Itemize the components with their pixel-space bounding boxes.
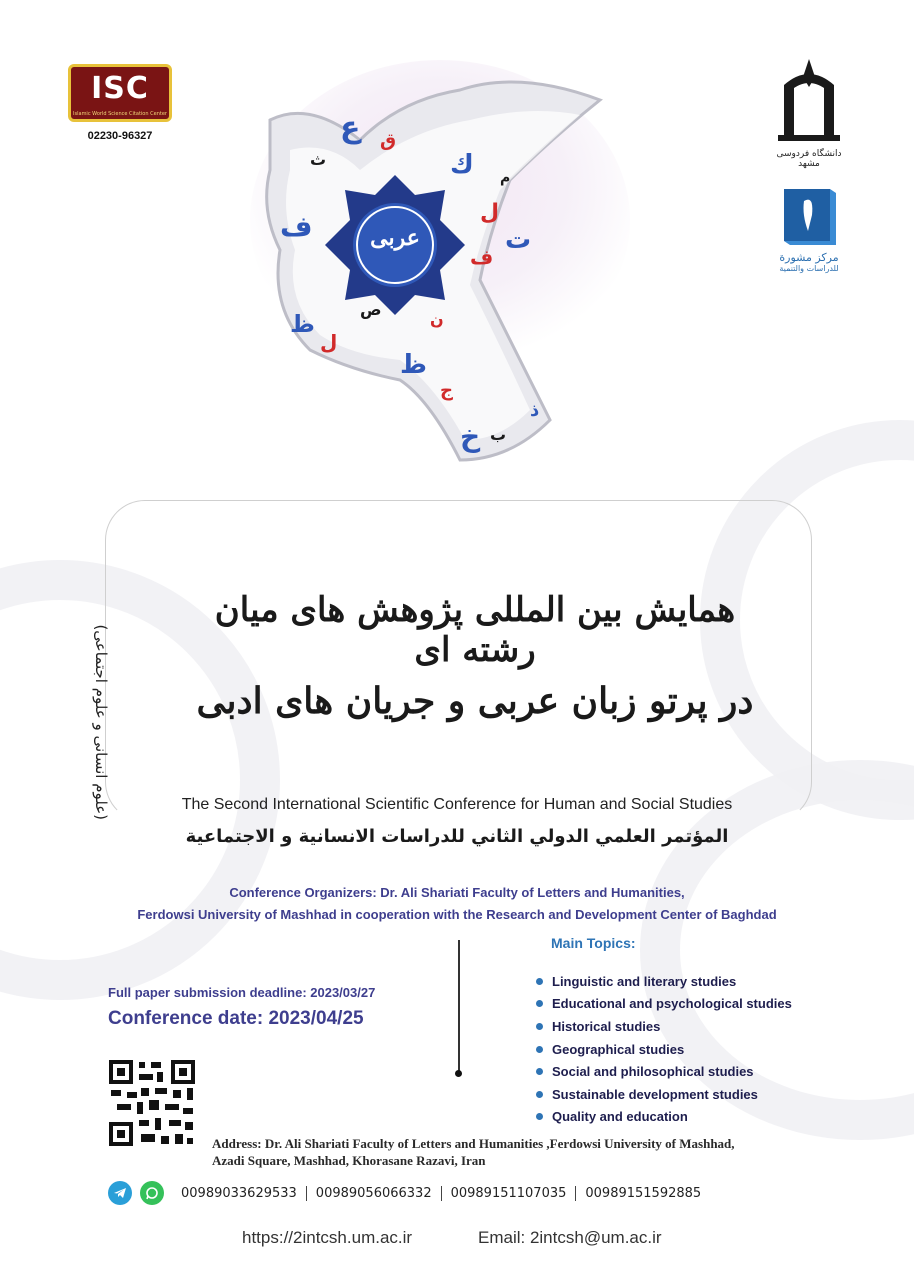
ferdowsi-caption: دانشگاه فردوسی مشهد [776, 149, 842, 169]
topic-item [536, 1106, 792, 1129]
isc-logo-subtext: Islamic World Science Citation Center [73, 111, 167, 117]
organizers-line-2: Ferdowsi University of Mashhad in cooperation with the Research and Development Center of Baghdad [137, 907, 777, 922]
organizers-line-1: Conference Organizers: Dr. Ali Shariati Faculty of Letters and Humanities, [229, 885, 685, 900]
phone-number[interactable]: 00989056066332 [307, 1186, 442, 1201]
vertical-divider [458, 940, 460, 1075]
topic-label: Quality and education [552, 1109, 688, 1125]
topic-label: Sustainable development studies [552, 1086, 758, 1102]
divider-dot [455, 1070, 462, 1077]
phone-number[interactable]: 00989033629533 [172, 1186, 307, 1201]
phone-number[interactable]: 00989151107035 [442, 1186, 577, 1201]
topic-label: Geographical studies [552, 1041, 685, 1057]
english-title: The Second International Scientific Conference for Human and Social Studies [181, 796, 733, 813]
bullet-icon [536, 978, 543, 985]
bullet-icon [536, 1000, 543, 1007]
phone-number[interactable]: 00989151592885 [585, 1185, 702, 1201]
research-center-logo [774, 185, 844, 285]
address [212, 1135, 735, 1169]
address-line-1: Address: Dr. Ali Shariati Faculty of Letters and Humanities ,Ferdowsi University of Mashhad, [212, 1136, 735, 1151]
center-caption-1: مركز مشورة [779, 251, 839, 264]
email-link[interactable]: Email: 2intcsh@um.ac.ir [478, 1228, 662, 1247]
ferdowsi-university-logo [770, 55, 848, 169]
telegram-icon[interactable] [108, 1181, 132, 1205]
bullet-icon [536, 1113, 543, 1120]
topic-label: Social and philosophical studies [552, 1064, 754, 1080]
topic-item [536, 993, 792, 1016]
conference-date: Conference date: 2023/04/25 [108, 1008, 364, 1029]
persian-title-line-2: در پرتو زبان عربی و جریان های ادبی [196, 680, 754, 722]
pen-arch-icon [770, 55, 848, 145]
topics-list [536, 970, 792, 1128]
isc-logo [68, 64, 172, 122]
isc-code: 02230-96327 [87, 130, 153, 142]
dove-icon [250, 60, 630, 480]
emblem-text: عربی [370, 225, 420, 251]
isc-logo-text: ISC [91, 71, 149, 106]
bullet-icon [536, 1046, 543, 1053]
submission-deadline: Full paper submission deadline: 2023/03/27 [108, 985, 376, 1000]
main-topics-title: Main Topics: [551, 935, 636, 951]
phone-row [108, 1180, 710, 1206]
letter-dove-illustration: عربی ع ق ث ف ك ل م ت ف ظ ل ظ ج خ ب ذ ص ن [250, 60, 630, 480]
topic-item [536, 1083, 792, 1106]
website-link[interactable]: https://2intcsh.um.ac.ir [242, 1228, 413, 1247]
side-note: (علوم انسانی و علوم اجتماعی) [92, 624, 110, 820]
topic-label: Linguistic and literary studies [552, 973, 737, 989]
bullet-icon [536, 1023, 543, 1030]
qr-code[interactable] [107, 1058, 197, 1148]
address-line-2: Azadi Square, Mashhad, Khorasane Razavi, Iran [212, 1153, 486, 1168]
center-caption-2: للدراسات والتنمية [779, 264, 839, 273]
book-icon [774, 185, 844, 247]
topic-item [536, 1060, 792, 1083]
topic-label: Historical studies [552, 1018, 661, 1034]
topic-item [536, 1038, 792, 1061]
bullet-icon [536, 1091, 543, 1098]
whatsapp-icon[interactable] [140, 1181, 164, 1205]
bullet-icon [536, 1068, 543, 1075]
qr-code-icon [107, 1058, 197, 1148]
topic-label: Educational and psychological studies [552, 996, 792, 1012]
topic-item [536, 970, 792, 993]
persian-title-line-1: همایش بین المللی پژوهش های میان رشته ای [214, 590, 736, 670]
arabic-title: المؤتمر العلمي الدولي الثاني للدراسات الانسانية و الاجتماعية [185, 826, 729, 847]
organizers [0, 882, 914, 926]
topic-item [536, 1015, 792, 1038]
